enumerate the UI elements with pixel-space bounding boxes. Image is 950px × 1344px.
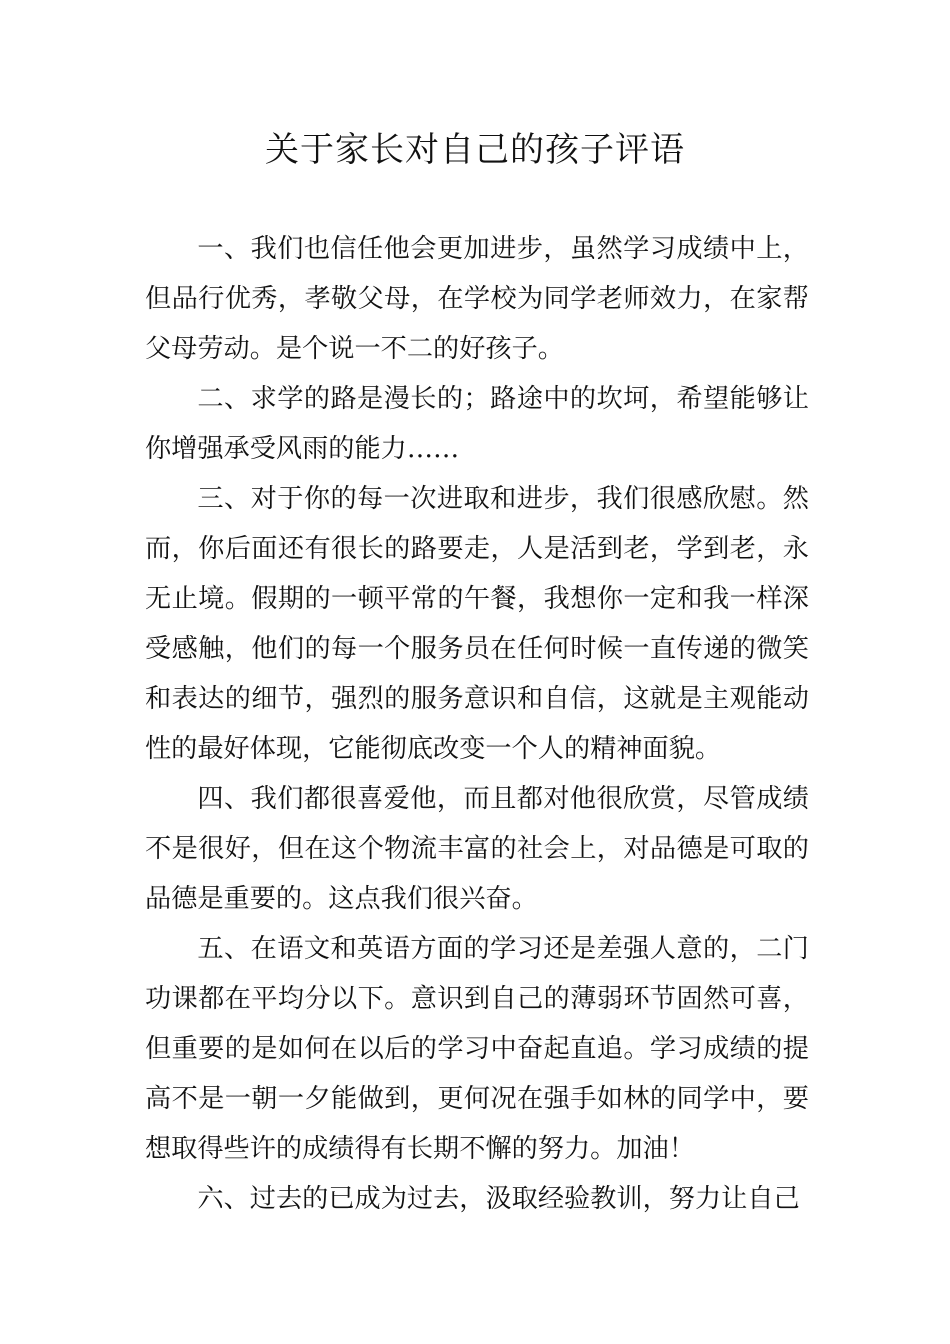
paragraph-3: 三、对于你的每一次进取和进步，我们很感欣慰。然而，你后面还有很长的路要走，人是活到老，学到老，永无止境。假期的一顿平常的午餐，我想你一定和我一样深受感触，他们的每一个服务员在任何时候一直传递的微笑和表达的细节，强烈的服务意识和自信，这就是主观能动性的最好体现，它能彻底改变一个人的精神面貌。 (145, 484, 809, 764)
paragraph-5: 五、在语文和英语方面的学习还是差强人意的，二门功课都在平均分以下。意识到自己的薄弱环节固然可喜，但重要的是如何在以后的学习中奋起直追。学习成绩的提高不是一朝一夕能做到，更何况在强手如林的同学中，要想取得些许的成绩得有长期不懈的努力。加油！ (145, 934, 809, 1164)
document-title: 关于家长对自己的孩子评语 (265, 130, 685, 170)
paragraph-1: 一、我们也信任他会更加进步，虽然学习成绩中上，但品行优秀，孝敬父母，在学校为同学老师效力，在家帮父母劳动。是个说一不二的好孩子。 (145, 234, 809, 364)
document-body (145, 224, 809, 1224)
paragraph-6: 六、过去的已成为过去，汲取经验教训，努力让自己 (197, 1184, 800, 1214)
paragraph-2: 二、求学的路是漫长的；路途中的坎坷，希望能够让你增强承受风雨的能力…… (145, 384, 809, 464)
paragraph-4: 四、我们都很喜爱他，而且都对他很欣赏，尽管成绩不是很好，但在这个物流丰富的社会上，对品德是可取的品德是重要的。这点我们很兴奋。 (145, 784, 809, 914)
